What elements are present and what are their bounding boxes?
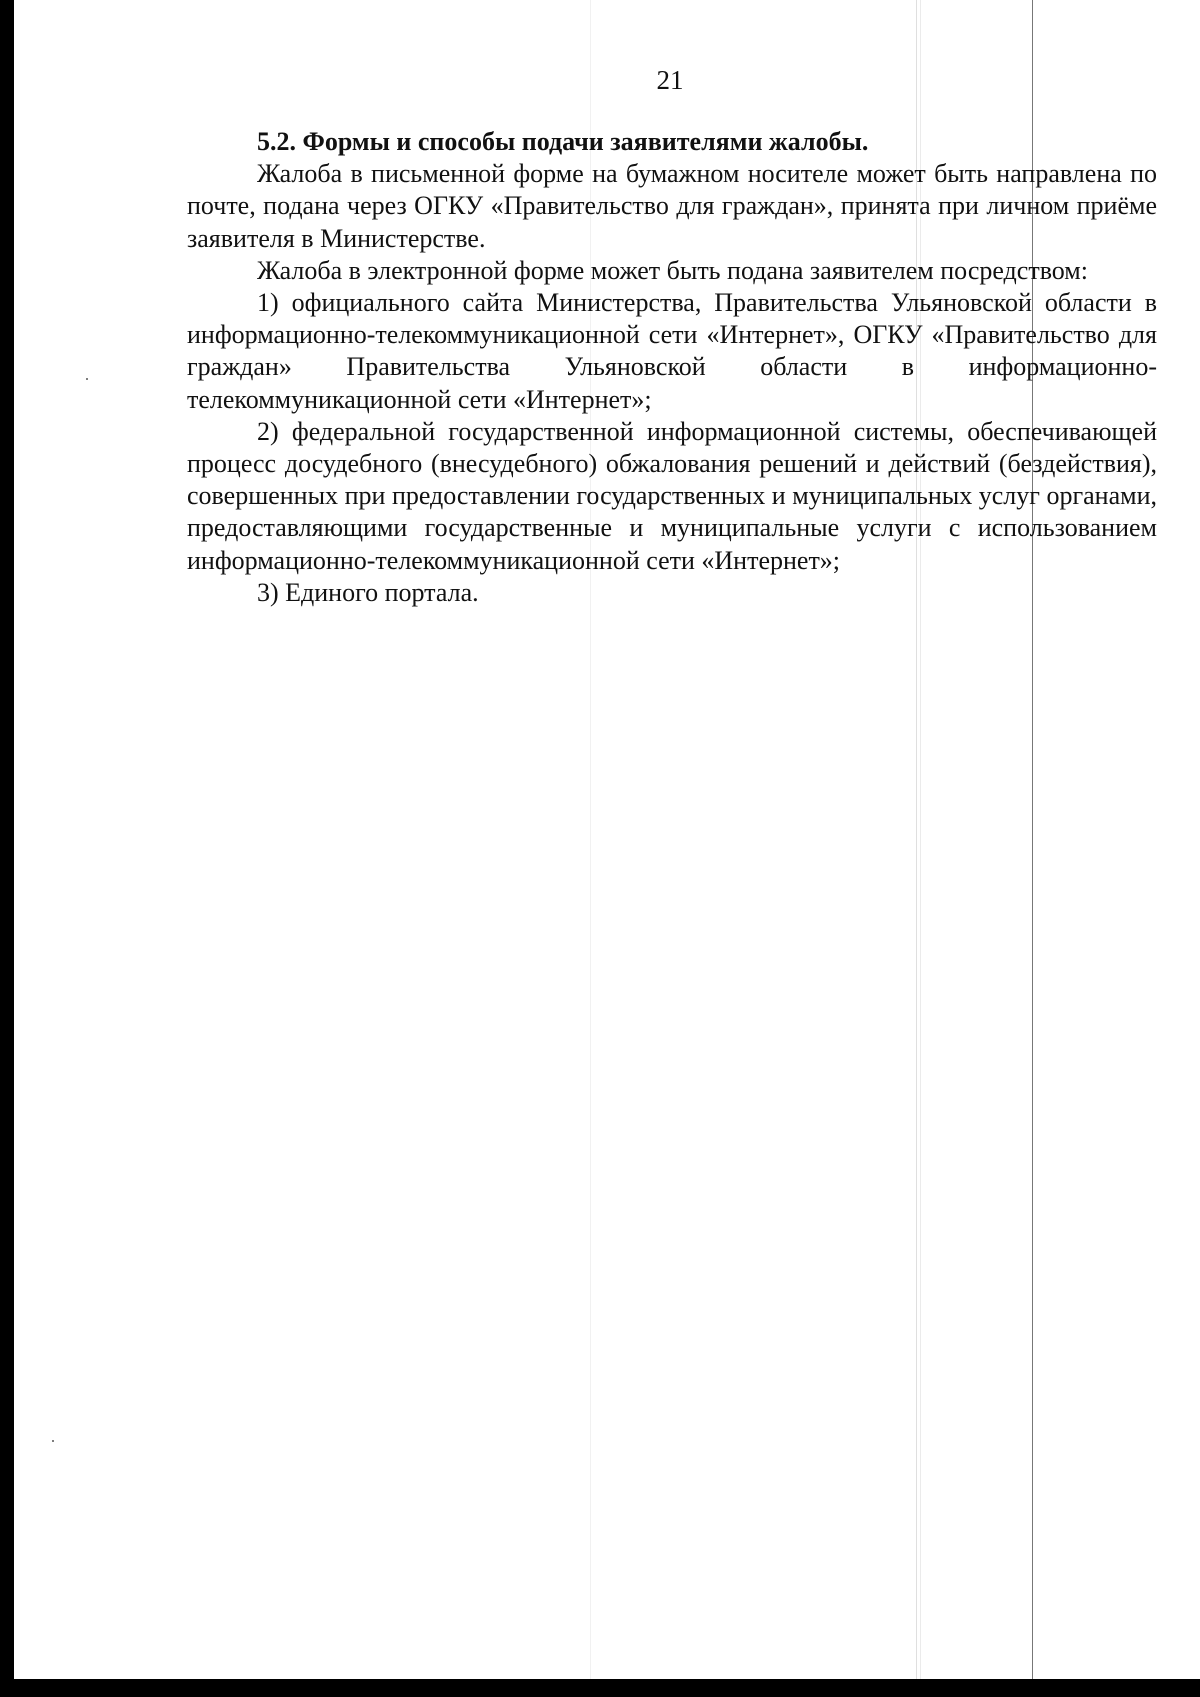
list-item: 3) Единого портала. [257, 577, 479, 607]
scan-border-bottom [0, 1679, 1200, 1697]
section-heading: 5.2. Формы и способы подачи заявителями жалобы. [257, 127, 869, 156]
document-body [187, 126, 1157, 609]
scan-border-left [0, 0, 14, 1697]
paragraph: Жалоба в письменной форме на бумажном носителе может быть направлена по почте, подана через ОГКУ «Правительство для граждан», принята при личном приёме заявителя в Министерстве. [187, 159, 1157, 253]
paragraph: Жалоба в электронной форме может быть подана заявителем посредством: [257, 255, 1088, 285]
scan-speck [52, 1440, 54, 1442]
scan-speck [86, 378, 88, 380]
list-item: 1) официального сайта Министерства, Правительства Ульяновской области в информационно-телекоммуникационной сети «Интернет», ОГКУ «Правительство для граждан» Правительства Ульяновской области в информационно-телекоммуникационной сети «Интернет»; [187, 288, 1157, 414]
page-number: 21 [656, 65, 684, 95]
list-item: 2) федеральной государственной информационной системы, обеспечивающей процесс досудебного (внесудебного) обжалования решений и действий (бездействия), совершенных при предоставлении государственных и муниципальных услуг органами, предоставляющими государственные и муниципальные услуги с использованием информационно-телекоммуникационной сети «Интернет»; [187, 416, 1157, 575]
